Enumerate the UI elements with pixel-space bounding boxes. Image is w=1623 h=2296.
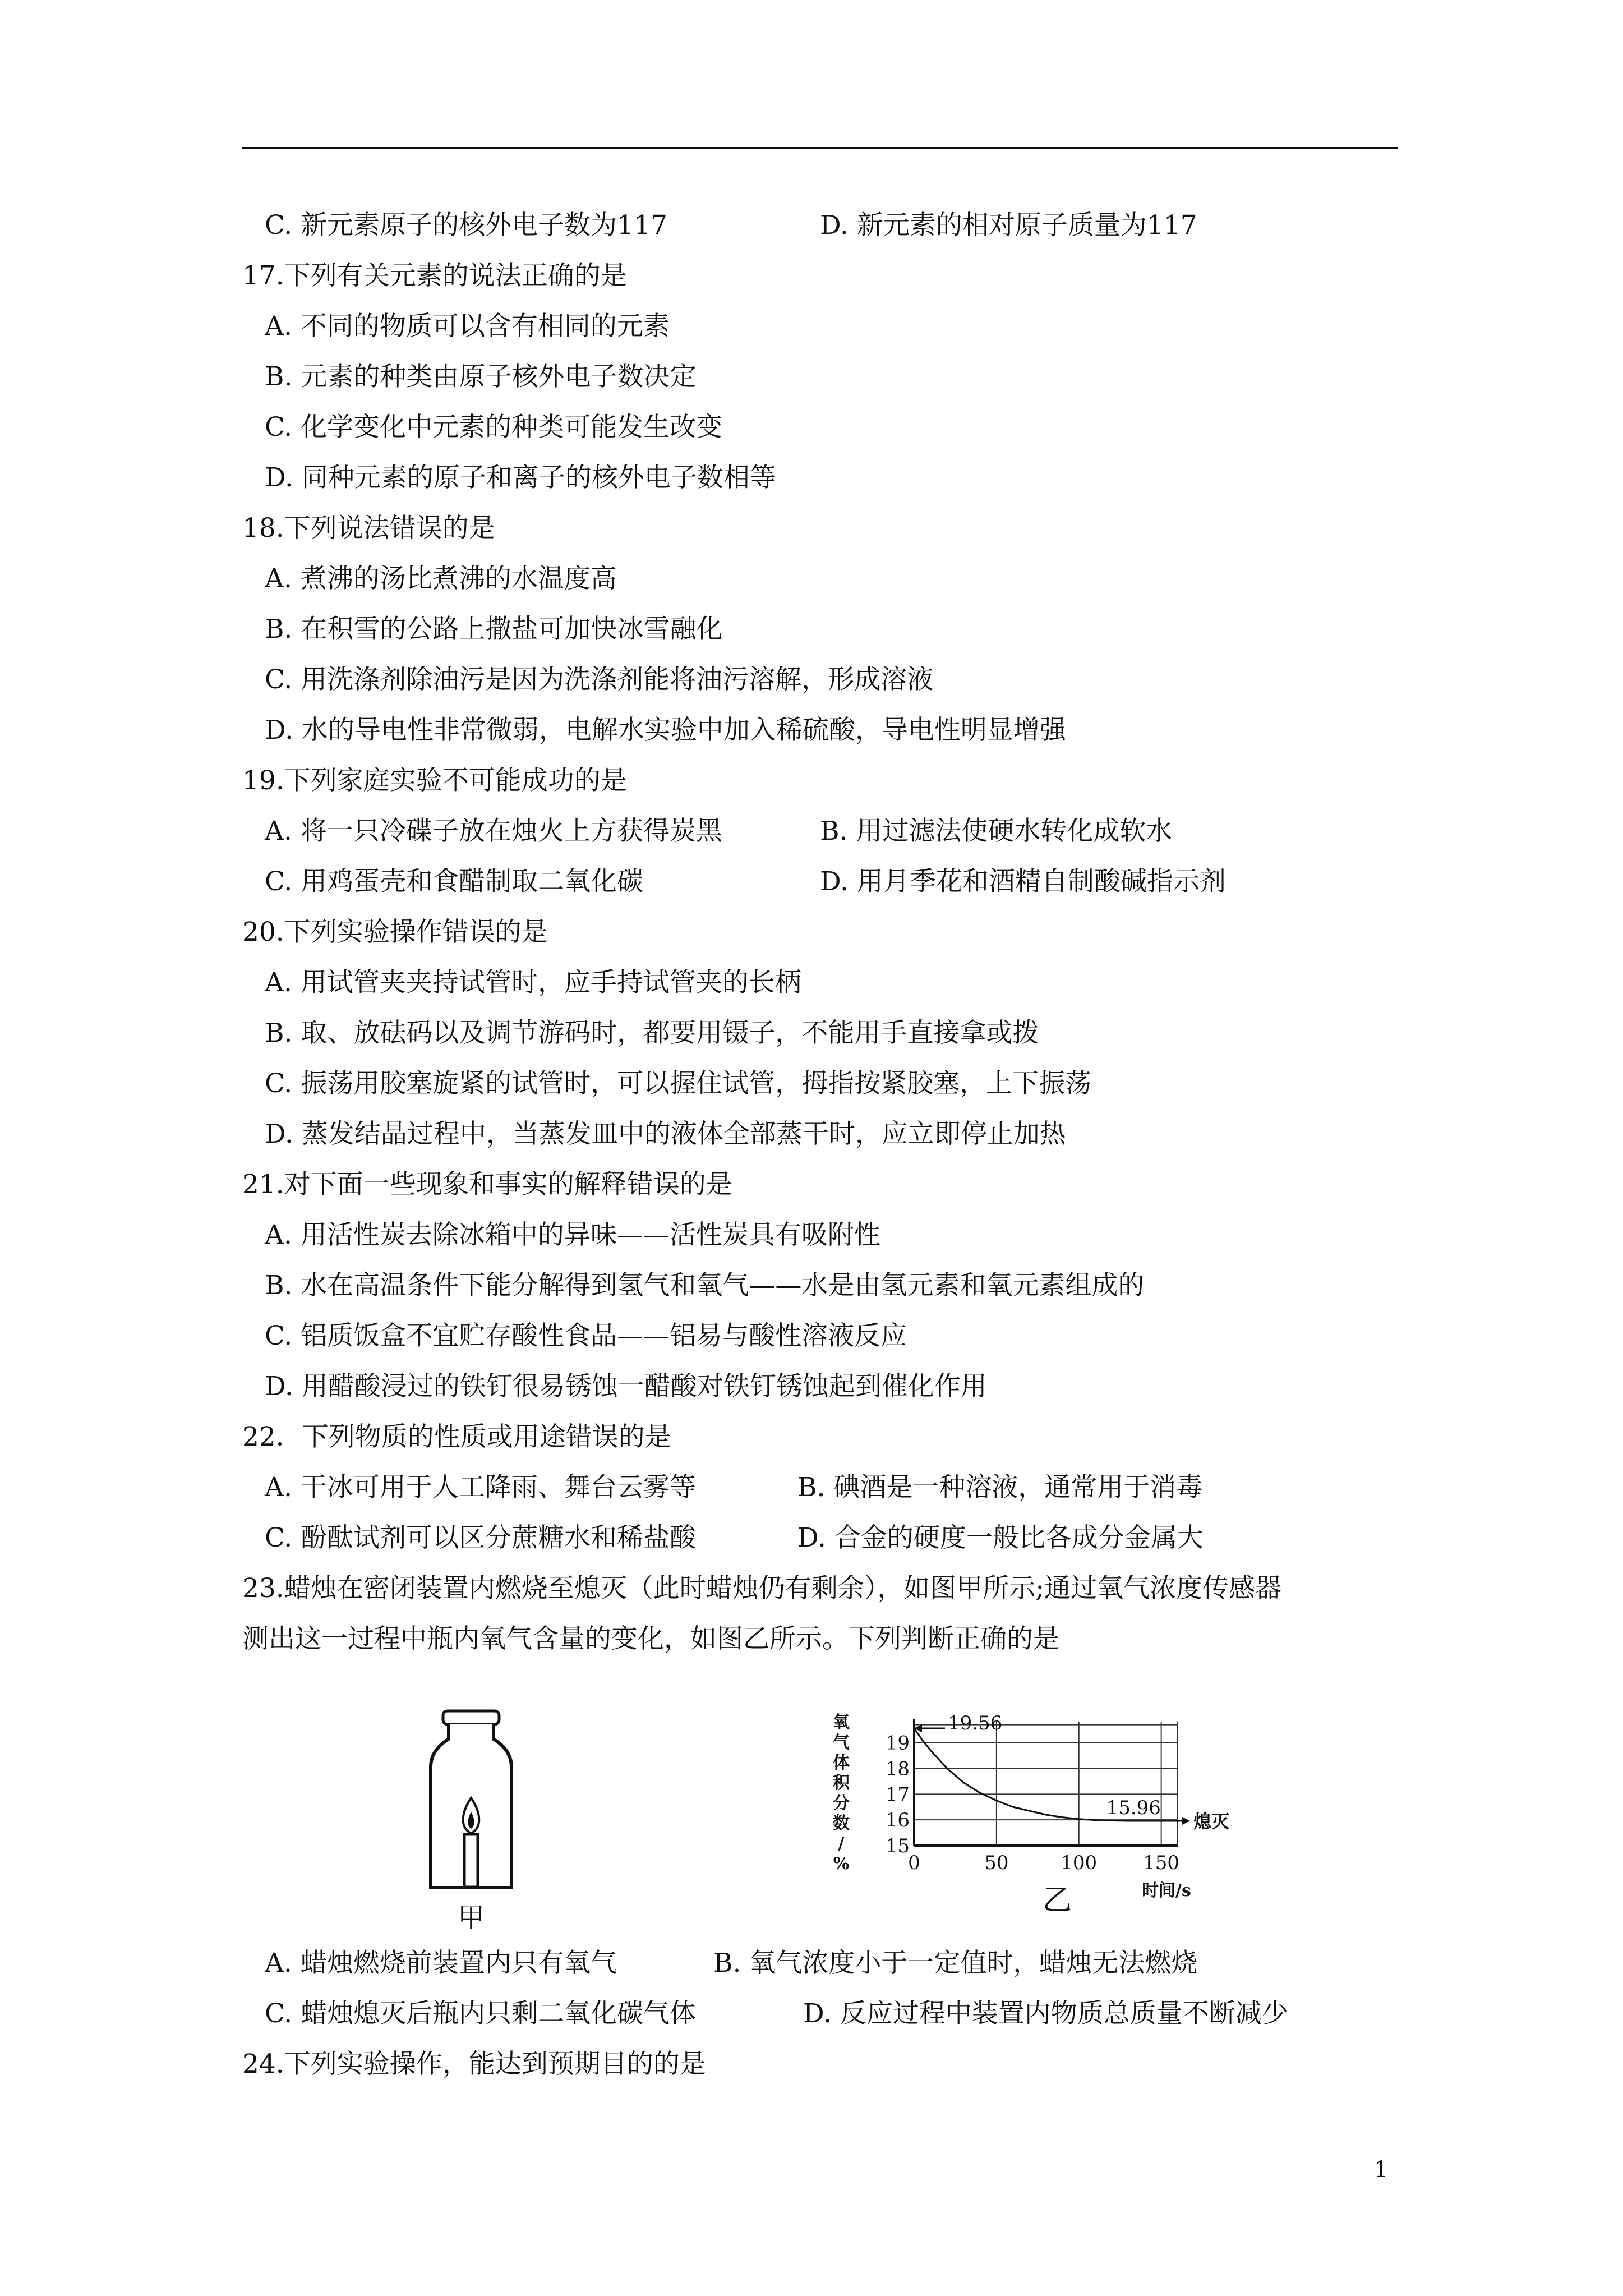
text-line: A. 用活性炭去除冰箱中的异味——活性炭具有吸附性 (265, 1220, 880, 1250)
y-axis-label-char: / (838, 1834, 845, 1853)
text-line: C. 酚酞试剂可以区分蔗糖水和稀盐酸 (265, 1522, 697, 1553)
text-line: 19.下列家庭实验不可能成功的是 (242, 765, 627, 796)
text-line-option: D. 合金的硬度一般比各成分金属大 (797, 1522, 1204, 1553)
oxygen-chart (830, 1711, 1234, 1935)
x-axis-label: 时间/s (1142, 1881, 1191, 1901)
text-line: 21.对下面一些现象和事实的解释错误的是 (242, 1169, 732, 1200)
text-line-option: D. 新元素的相对原子质量为117 (820, 210, 1197, 241)
text-line: 24.下列实验操作，能达到预期目的的是 (242, 2049, 706, 2079)
annotation-label: 19.56 (948, 1712, 1003, 1734)
y-axis-label-char: 积 (833, 1773, 850, 1793)
y-axis-label-char: 数 (833, 1814, 850, 1833)
text-line: A. 干冰可用于人工降雨、舞台云雾等 (265, 1472, 696, 1503)
text-line-option: D. 反应过程中装置内物质总质量不断减少 (803, 1998, 1288, 2029)
text-line-option: D. 用月季花和酒精自制酸碱指示剂 (820, 866, 1226, 897)
text-line-option: B. 氧气浓度小于一定值时，蜡烛无法燃烧 (713, 1948, 1198, 1978)
text-line: 测出这一过程中瓶内氧气含量的变化，如图乙所示。下列判断正确的是 (242, 1623, 1059, 1654)
text-line: C. 蜡烛熄灭后瓶内只剩二氧化碳气体 (265, 1998, 697, 2029)
text-line: 22．下列物质的性质或用途错误的是 (242, 1421, 671, 1452)
y-axis-label-char: % (833, 1854, 850, 1874)
x-tick-label: 100 (1061, 1852, 1098, 1874)
y-tick-label: 18 (885, 1757, 910, 1780)
y-tick-label: 16 (885, 1809, 910, 1832)
candle-icon (464, 1834, 478, 1887)
arrowhead-icon (1182, 1817, 1190, 1825)
text-line: B. 元素的种类由原子核外电子数决定 (265, 361, 697, 392)
text-line: B. 取、放砝码以及调节游码时，都要用镊子，不能用手直接拿或拨 (265, 1018, 1039, 1048)
text-line: 20.下列实验操作错误的是 (242, 917, 548, 947)
figure-yi-label: 乙 (1042, 1884, 1072, 1917)
chart-annotations (914, 1712, 1229, 1832)
y-tick-label: 19 (885, 1732, 910, 1755)
text-line-option: B. 用过滤法使硬水转化成软水 (820, 816, 1173, 846)
y-axis-label-char: 分 (833, 1793, 850, 1813)
text-line: 23.蜡烛在密闭装置内燃烧至熄灭（此时蜡烛仍有剩余），如图甲所示;通过氧气浓度传感器 (242, 1573, 1282, 1604)
text-line: A. 将一只冷碟子放在烛火上方获得炭黑 (265, 816, 722, 846)
text-line: D. 蒸发结晶过程中，当蒸发皿中的液体全部蒸干时，应立即停止加热 (265, 1119, 1066, 1149)
x-tick-label: 150 (1143, 1852, 1180, 1874)
y-tick-label: 17 (885, 1783, 910, 1806)
annotation-label: 熄灭 (1193, 1811, 1230, 1832)
text-line: 18.下列说法错误的是 (242, 513, 495, 544)
y-tick-label: 15 (885, 1835, 910, 1857)
bottle-cap (443, 1711, 499, 1724)
figure-jia-label: 甲 (457, 1902, 485, 1930)
text-line: C. 新元素原子的核外电子数为117 (265, 210, 667, 241)
text-line: C. 振荡用胶塞旋紧的试管时，可以握住试管，拇指按紧胶塞，上下振荡 (265, 1068, 1092, 1099)
text-line: A. 不同的物质可以含有相同的元素 (265, 311, 670, 342)
chart-grid (914, 1722, 1178, 1846)
text-line: C. 用洗涤剂除油污是因为洗涤剂能将油污溶解，形成溶液 (265, 664, 934, 695)
text-line: B. 在积雪的公路上撒盐可加快冰雪融化 (265, 614, 723, 645)
x-tick-label: 0 (908, 1852, 920, 1874)
header-rule (242, 147, 1398, 149)
text-line: D. 用醋酸浸过的铁钉很易锈蚀一醋酸对铁钉锈蚀起到催化作用 (265, 1371, 987, 1402)
text-line: D. 水的导电性非常微弱，电解水实验中加入稀硫酸，导电性明显增强 (265, 715, 1066, 746)
candle-bottle-figure (426, 1705, 516, 1930)
annotation-label: 15.96 (1106, 1797, 1161, 1819)
text-line: D. 同种元素的原子和离子的核外电子数相等 (265, 462, 776, 493)
page-number: 1 (1374, 2157, 1389, 2183)
text-line: A. 用试管夹夹持试管时，应手持试管夹的长柄 (265, 967, 801, 998)
text-line: A. 蜡烛燃烧前装置内只有氧气 (265, 1948, 617, 1978)
text-line: C. 用鸡蛋壳和食醋制取二氧化碳 (265, 866, 644, 897)
text-line: 17.下列有关元素的说法正确的是 (242, 260, 627, 291)
chart-axes (914, 1719, 1178, 1846)
y-axis-label-char: 体 (833, 1753, 850, 1773)
x-tick-label: 50 (984, 1852, 1009, 1874)
y-axis-label-char: 氧 (833, 1713, 850, 1732)
text-line: B. 水在高温条件下能分解得到氢气和氧气——水是由氢元素和氧元素组成的 (265, 1270, 1145, 1301)
text-line: C. 铝质饭盒不宜贮存酸性食品——铝易与酸性溶液反应 (265, 1320, 907, 1351)
y-axis-label-char: 气 (833, 1733, 850, 1752)
text-line-option: B. 碘酒是一种溶液，通常用于消毒 (797, 1472, 1203, 1503)
text-line: C. 化学变化中元素的种类可能发生改变 (265, 412, 723, 443)
text-line: A. 煮沸的汤比煮沸的水温度高 (265, 563, 617, 594)
